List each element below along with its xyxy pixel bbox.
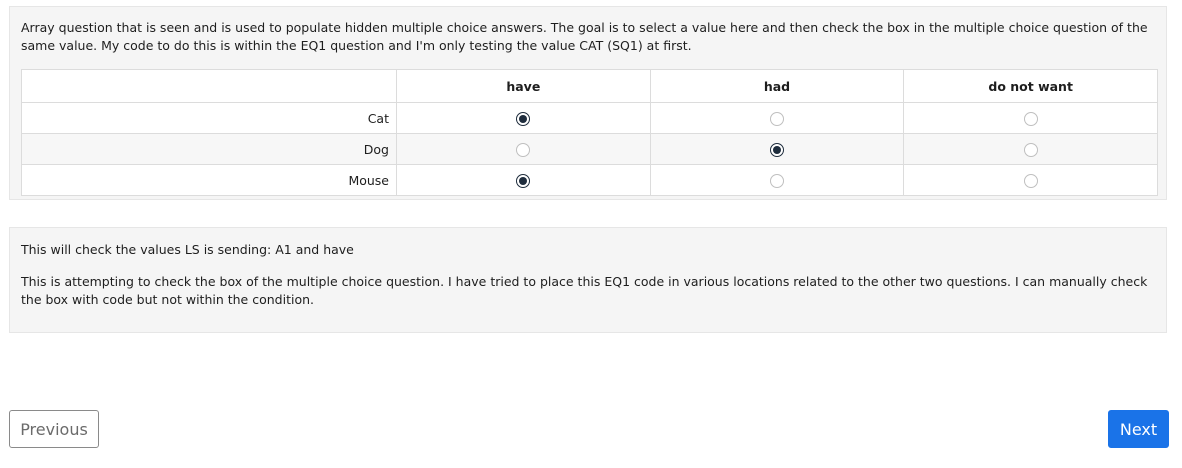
- table-row: [22, 165, 1158, 196]
- radio-mouse-had[interactable]: [770, 174, 784, 188]
- cell-cat-have: [397, 103, 651, 134]
- row-label-cat: Cat: [22, 103, 397, 134]
- radio-dog-do-not-want[interactable]: [1024, 143, 1038, 157]
- cell-mouse-have: [397, 165, 651, 196]
- radio-cat-have[interactable]: [516, 112, 530, 126]
- radio-dog-have[interactable]: [516, 143, 530, 157]
- question-text: Array question that is seen and is used to populate hidden multiple choice answers. The goal is to select a value here and then check the box in the multiple choice question of the same value. My code to do this is within the EQ1 question and I'm only testing the value CAT (SQ1) at first.: [21, 20, 1148, 53]
- radio-mouse-have[interactable]: [516, 174, 530, 188]
- table-row: [22, 103, 1158, 134]
- next-button[interactable]: Next: [1108, 410, 1169, 448]
- table-row: [22, 134, 1158, 165]
- table-header-row: [22, 70, 1158, 103]
- cell-cat-had: [650, 103, 904, 134]
- cell-mouse-had: [650, 165, 904, 196]
- question-paragraph-1: This will check the values LS is sending: A1 and have: [21, 242, 354, 257]
- radio-cat-do-not-want[interactable]: [1024, 112, 1038, 126]
- array-table: [21, 69, 1158, 196]
- header-empty-cell: [22, 70, 397, 103]
- cell-dog-have: [397, 134, 651, 165]
- cell-mouse-do-not-want: [904, 165, 1158, 196]
- cell-dog-had: [650, 134, 904, 165]
- radio-dog-had[interactable]: [770, 143, 784, 157]
- question-paragraph-2: This is attempting to check the box of the multiple choice question. I have tried to place this EQ1 code in various locations related to the other two questions. I can manually check the box with code but not within the condition.: [21, 274, 1148, 307]
- column-header-have: have: [397, 70, 651, 103]
- array-question-panel: [9, 6, 1167, 200]
- equation-question-panel: [9, 227, 1167, 333]
- radio-mouse-do-not-want[interactable]: [1024, 174, 1038, 188]
- row-label-mouse: Mouse: [22, 165, 397, 196]
- row-label-dog: Dog: [22, 134, 397, 165]
- cell-cat-do-not-want: [904, 103, 1158, 134]
- column-header-had: had: [650, 70, 904, 103]
- column-header-do-not-want: do not want: [904, 70, 1158, 103]
- cell-dog-do-not-want: [904, 134, 1158, 165]
- radio-cat-had[interactable]: [770, 112, 784, 126]
- previous-button[interactable]: Previous: [9, 410, 99, 448]
